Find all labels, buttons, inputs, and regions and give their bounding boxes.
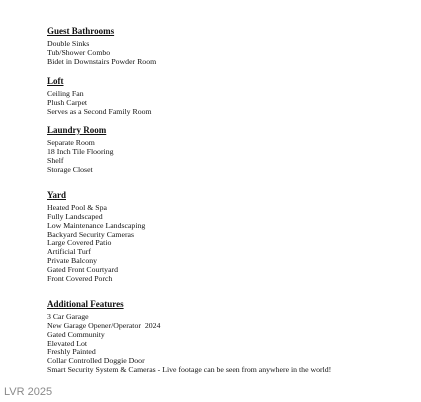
watermark: LVR 2025 [4,386,53,398]
list-item: Shelf [47,155,64,165]
list-item: Gated Community [47,329,105,339]
list-item: Smart Security System & Cameras - Live footage can be seen from anywhere in the world! [47,365,332,375]
section-heading: Loft [47,76,64,86]
list-item: Gated Front Courtyard [47,264,119,274]
feature-list [47,204,145,284]
list-item: Double Sinks [47,39,90,48]
list-item: Plush Carpet [47,97,88,107]
list-item: Fully Landscaped [47,211,103,221]
list-item: Collar Controlled Doggie Door [47,356,145,366]
section-additional-features [47,299,331,375]
section-loft [47,76,152,117]
list-item: Front Covered Porch [47,273,113,283]
feature-list [47,139,114,174]
section-laundry-room [47,125,114,174]
section-heading: Additional Features [47,299,124,309]
list-item: Heated Pool & Spa [47,203,107,212]
section-heading: Yard [47,190,67,200]
list-item: Tub/Shower Combo [47,47,111,57]
list-item: Freshly Painted [47,347,96,357]
list-item: Serves as a Second Family Room [47,106,152,116]
list-item: Separate Room [47,138,95,147]
list-item: 18 Inch Tile Flooring [47,146,114,156]
list-item: 3 Car Garage [47,312,89,321]
list-item: Artificial Turf [47,247,91,257]
section-heading: Guest Bathrooms [47,26,115,36]
list-item: New Garage Opener/Operator 2024 [47,320,161,330]
feature-list [47,90,152,117]
section-yard [47,190,145,284]
list-item: Ceiling Fan [47,89,84,98]
list-item: Storage Closet [47,164,93,174]
section-heading: Laundry Room [47,125,107,135]
list-item: Large Covered Patio [47,238,112,248]
section-guest-bathrooms [47,26,156,67]
feature-list [47,313,331,375]
feature-list [47,40,156,67]
list-item: Low Maintenance Landscaping [47,220,146,230]
list-item: Bidet in Downstairs Powder Room [47,56,157,66]
list-item: Backyard Security Cameras [47,229,135,239]
list-item: Private Balcony [47,256,98,266]
list-item: Elevated Lot [47,338,88,348]
